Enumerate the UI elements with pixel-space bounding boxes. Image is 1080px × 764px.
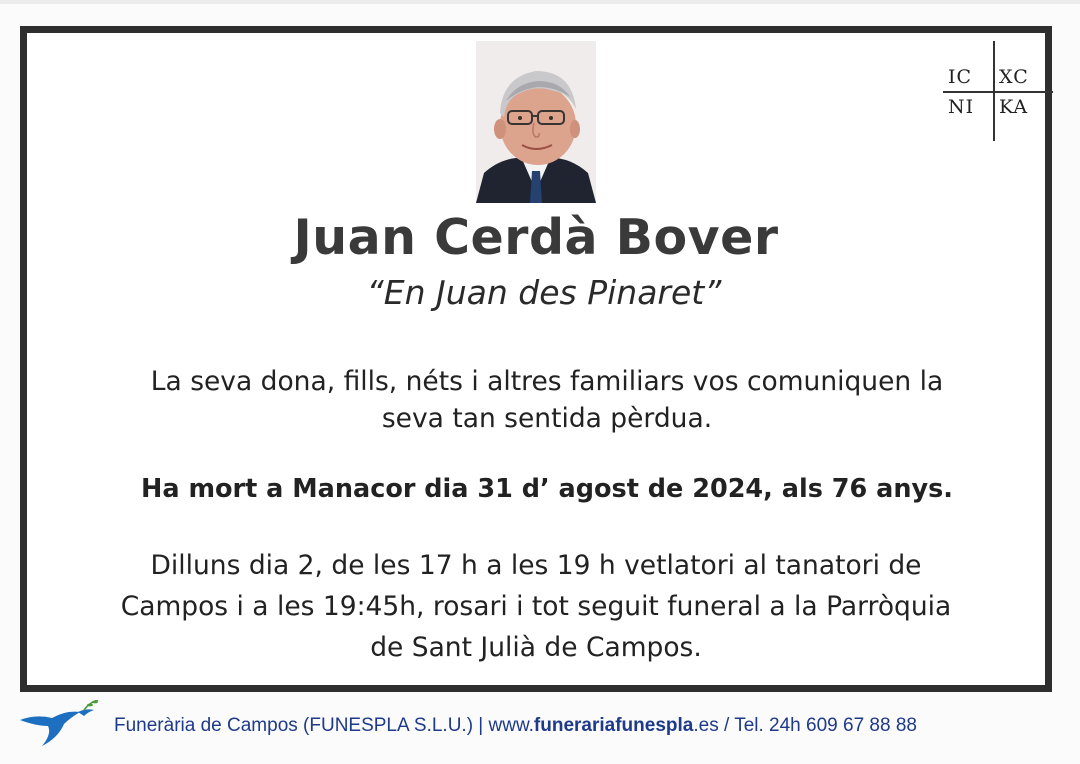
- family-announcement-line-2: seva tan sentida pèrdua.: [381, 403, 713, 434]
- footer: [18, 700, 1068, 752]
- cross-horizontal-line: [943, 91, 1053, 93]
- christogram-xc: XC: [999, 66, 1029, 88]
- death-details: Ha mort a Manacor dia 31 d’ agost de 2024, als 76 anys.: [141, 474, 953, 504]
- portrait-photo: [476, 41, 596, 203]
- christogram-cross: [943, 41, 1053, 141]
- family-announcement: [47, 363, 1047, 437]
- funeral-details: [27, 545, 1045, 668]
- deceased-name: Juan Cerdà Bover: [293, 209, 779, 266]
- christogram-ni: NI: [948, 96, 975, 118]
- funeral-details-line-2: Campos i a les 19:45h, rosari i tot seguit funeral a la Parròquia: [120, 591, 952, 622]
- funeral-details-line-3: de Sant Julià de Campos.: [370, 632, 702, 663]
- footer-tld-phone: .es / Tel. 24h 609 67 88 88: [693, 715, 917, 736]
- funeral-details-line-1: Dilluns dia 2, de les 17 h a les 19 h vetlatori al tanatori de: [150, 550, 922, 581]
- deceased-nickname: “En Juan des Pinaret”: [366, 273, 722, 312]
- obituary-frame: [20, 26, 1052, 692]
- footer-company: Funerària de Campos (FUNESPLA S.L.U.) | www.: [114, 715, 534, 736]
- christogram-ic: IC: [948, 66, 973, 88]
- footer-website-domain[interactable]: funerariafunespla: [533, 715, 694, 736]
- footer-contact: [114, 715, 917, 737]
- page-top-rule: [0, 0, 1080, 4]
- family-announcement-line-1: La seva dona, fills, néts i altres familiars vos comuniquen la: [150, 366, 944, 397]
- dove-logo-icon: [18, 700, 102, 750]
- christogram-ka: KA: [999, 96, 1029, 118]
